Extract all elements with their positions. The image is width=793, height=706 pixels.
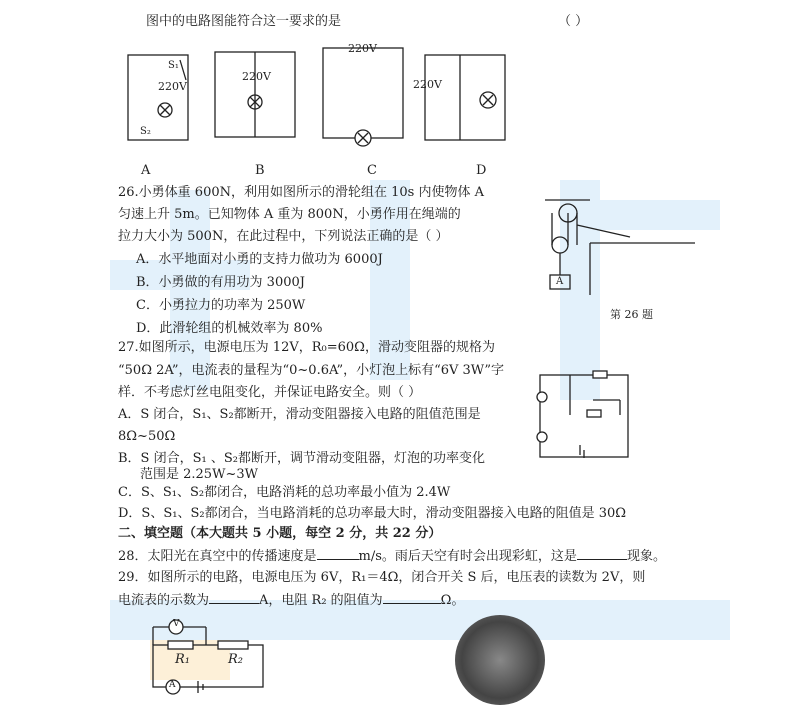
q28-part3: 现象。 [626,549,666,564]
q27-line: “50Ω 2A”，电流表的量程为“0~0.6A”，小灯泡上标有“6V 3W”字 [118,363,505,378]
option-b-label: B [255,163,265,178]
q27-option-a: A．S 闭合，S₁、S₂都断开，滑动变阻器接入电路的阻值范围是 [118,407,481,422]
r2-label: R₂ [228,652,243,667]
q26-line: 26.小勇体重 600N，利用如图所示的滑轮组在 10s 内使物体 A [118,185,484,200]
q29-line: 29．如图所示的电路，电源电压为 6V，R₁＝4Ω，闭合开关 S 后，电压表的读数为 2V，则 [118,570,646,585]
q28-blank-2[interactable] [577,547,627,560]
label-220v: 220V [158,80,187,93]
r1-label: R₁ [175,652,190,667]
ammeter-label: A [169,680,176,690]
q28 [118,547,666,566]
q27-option-b-cont: 范围是 2.25W~3W [140,467,258,482]
q29-blank-1[interactable] [209,591,259,604]
q27-circuit [535,370,635,465]
q27-line: 27.如图所示，电源电压为 12V，R₀=60Ω，滑动变阻器的规格为 [118,340,495,355]
voltmeter-label: V [173,619,180,629]
figure-caption: 第 26 题 [610,308,653,321]
q29-blank-2[interactable] [383,591,441,604]
q27-option-c: C．S、S₁、S₂都闭合，电路消耗的总功率最小值为 2.4W [118,485,451,500]
q29-circuit [148,615,268,695]
q29-part2: A，电阻 R₂ 的阻值为 [259,593,383,608]
q27-option-b: B．S 闭合，S₁ 、S₂都断开，调节滑动变阻器，灯泡的功率变化 [118,451,485,466]
q29-part3: Ω。 [440,593,465,608]
option-a-label: A [141,163,151,178]
option-d-label: D [476,163,487,178]
q26-line: 匀速上升 5m。已知物体 A 重为 800N，小勇作用在绳端的 [118,207,461,222]
section-heading: 二、填空题（本大题共 5 小题，每空 2 分，共 22 分） [118,526,442,541]
q26-option-a: A．水平地面对小勇的支持力做功为 6000J [136,252,383,267]
label-220v: 220V [348,42,377,55]
q29-line2 [118,591,464,610]
q28-part1: 28．太阳光在真空中的传播速度是 [118,549,317,564]
q26-option-c: C．小勇拉力的功率为 250W [136,298,306,313]
circuit-diagrams [120,40,520,150]
photo-circle [455,615,545,705]
label-220v: 220V [413,78,442,91]
q27-line: 样．不考虑灯丝电阻变化，并保证电路安全。则（ ） [118,385,422,400]
q27-option-a-cont: 8Ω~50Ω [118,429,176,444]
label-s1: S₁ [168,60,179,71]
q27-option-d: D．S、S₁、S₂都闭合，当电路消耗的总功率最大时，滑动变阻器接入电路的阻值是 30Ω [118,506,627,521]
block-a-label: A [556,276,564,287]
label-220v: 220V [242,70,271,83]
q28-part2: m/s。雨后天空有时会出现彩虹，这是 [358,549,577,564]
q26-line: 拉力大小为 500N，在此过程中，下列说法正确的是（ ） [118,229,449,244]
pulley-figure [540,195,700,295]
q25-answer-paren: （ ） [558,14,589,29]
q28-blank-1[interactable] [317,547,359,560]
q29-part1: 电流表的示数为 [118,593,210,608]
q26-option-d: D．此滑轮组的机械效率为 80% [136,321,323,336]
q25-stem: 图中的电路图能符合这一要求的是 [146,14,342,29]
label-s2: S₂ [140,126,151,137]
q26-option-b: B．小勇做的有用功为 3000J [136,275,305,290]
option-c-label: C [367,163,377,178]
